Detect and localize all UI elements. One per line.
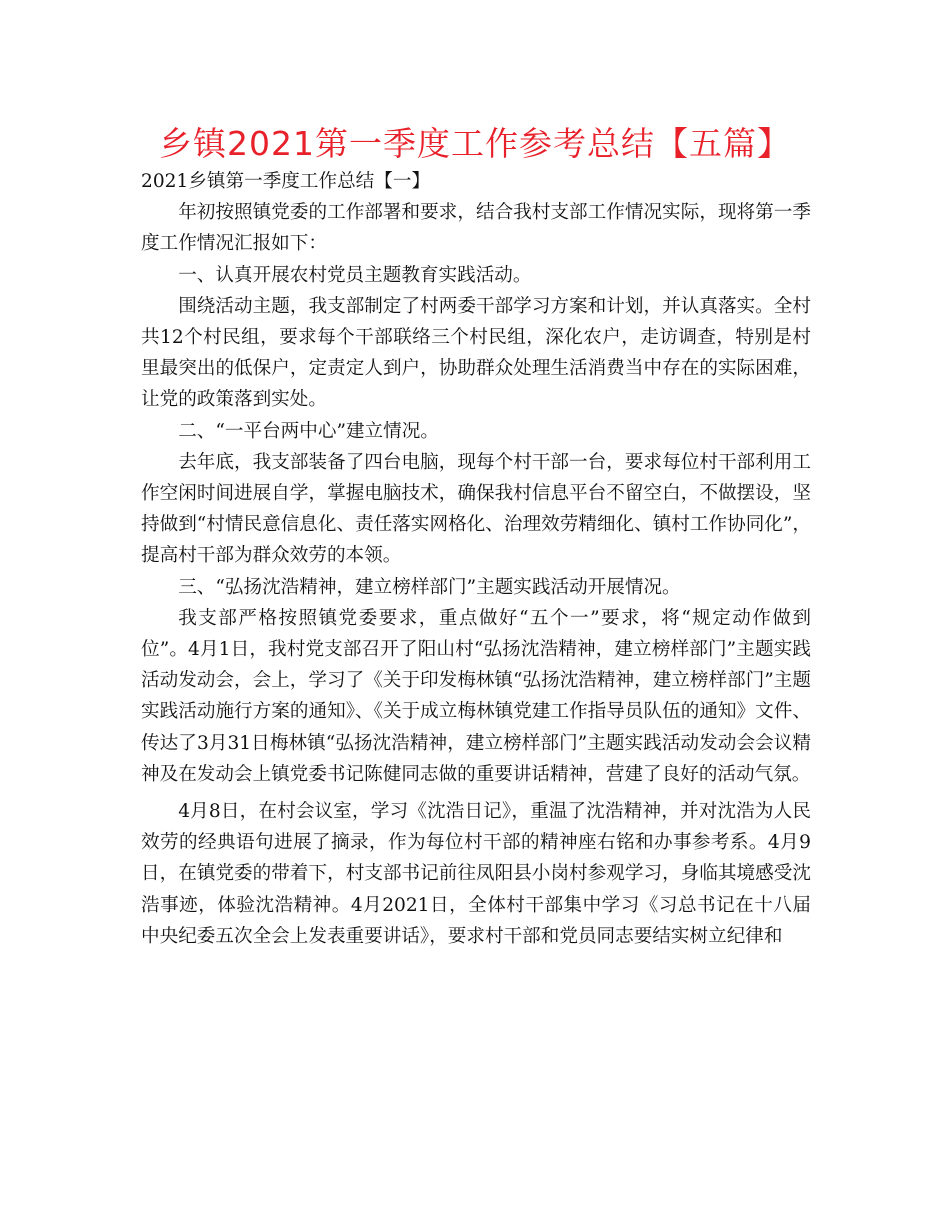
paragraph-intro: 年初按照镇党委的工作部署和要求，结合我村支部工作情况实际，现将第一季度工作情况汇报如下： xyxy=(141,202,811,255)
document-title: 乡镇2021第一季度工作参考总结【五篇】 xyxy=(159,124,791,163)
paragraph-section-3: 我支部严格按照镇党委要求，重点做好“五个一”要求，将“规定动作做到位”。4月1日，我村党支部召开了阳山村“弘扬沈浩精神，建立榜样部门”主题实践活动发动会，会上，学习了《关于印发梅林镇“弘扬沈浩精神，建立榜样部门”主题实践活动施行方案的通知》、《关于成立梅林镇党建工作指导员队伍的通知》文件、传达了3月31日梅林镇“弘扬沈浩精神，建立榜样部门”主题实践活动发动会会议精神及在发动会上镇党委书记陈健同志做的重要讲话精神，营建了良好的活动气氛。 xyxy=(141,607,811,785)
section-subtitle: 2021乡镇第一季度工作总结【一】 xyxy=(141,171,431,192)
document-body xyxy=(141,166,811,952)
paragraph-section-3-continued: 4月8日，在村会议室，学习《沈浩日记》，重温了沈浩精神，并对沈浩为人民效劳的经典语句进展了摘录，作为每位村干部的精神座右铭和办事参考系。4月9日，在镇党委的带着下，村支部书记前往凤阳县小岗村参观学习，身临其境感受沈浩事迹，体验沈浩精神。4月2021日，全体村干部集中学习《习总书记在十八届中央纪委五次全会上发表重要讲话》，要求村干部和党员同志要结实树立纪律和 xyxy=(141,801,811,947)
heading-section-2: 二、“一平台两中心”建立情况。 xyxy=(178,420,439,442)
paragraph-section-1: 围绕活动主题，我支部制定了村两委干部学习方案和计划，并认真落实。全村共12个村民组，要求每个干部联络三个村民组，深化农户，走访调查，特别是村里最突出的低保户，定责定人到户，协助群众处理生活消费当中存在的实际困难，让党的政策落到实处。 xyxy=(141,295,811,411)
paragraph-section-2: 去年底，我支部装备了四台电脑，现每个村干部一台，要求每位村干部利用工作空闲时间进展自学，掌握电脑技术，确保我村信息平台不留空白，不做摆设，坚持做到“村情民意信息化、责任落实网格化、治理效劳精细化、镇村工作协同化”，提高村干部为群众效劳的本领。 xyxy=(141,451,811,567)
heading-section-3: 三、“弘扬沈浩精神，建立榜样部门”主题实践活动开展情况。 xyxy=(178,576,681,598)
heading-section-1: 一、认真开展农村党员主题教育实践活动。 xyxy=(178,264,532,286)
